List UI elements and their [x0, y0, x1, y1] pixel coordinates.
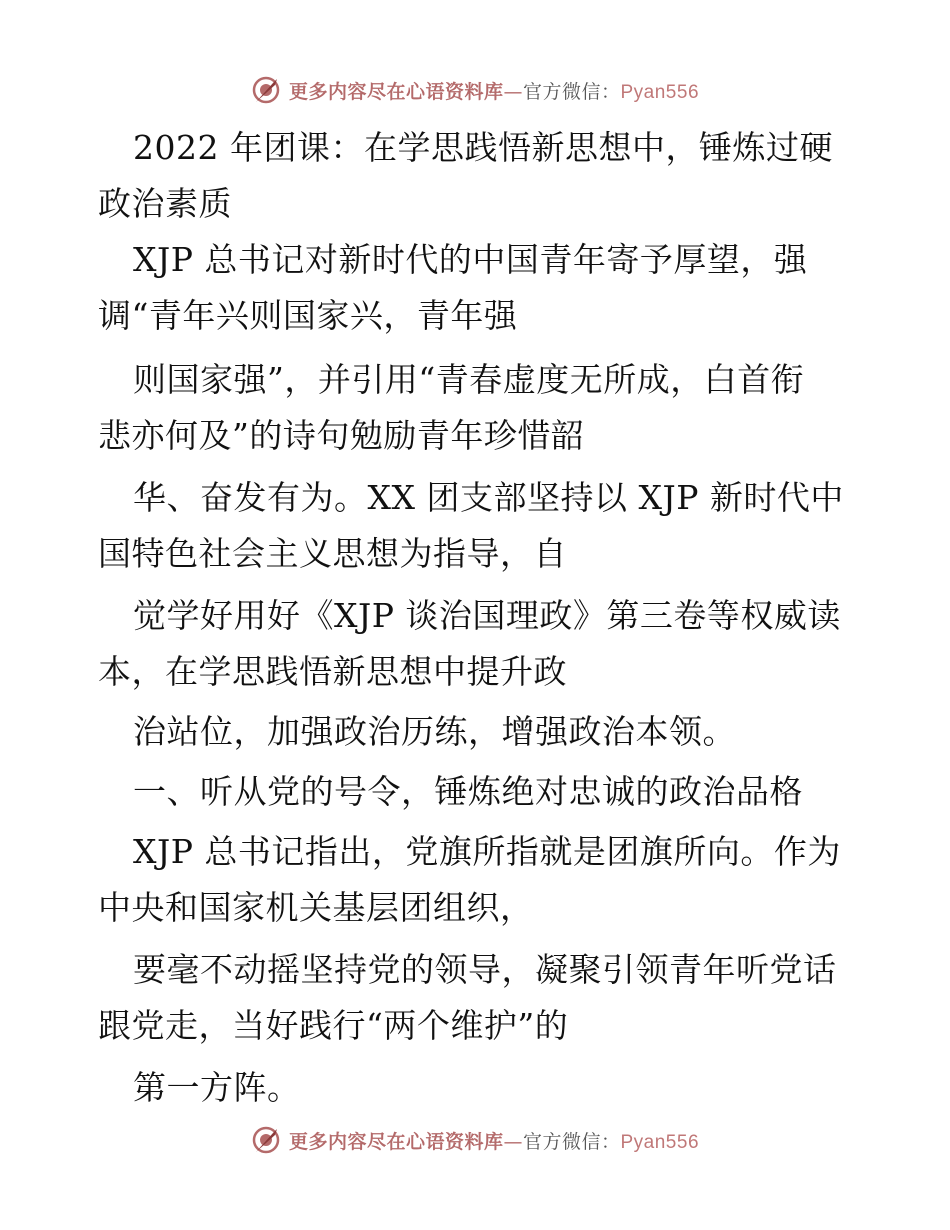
section-heading: 一、听从党的号令，锤炼绝对忠诚的政治品格	[133, 772, 803, 811]
paragraph-line: 华、奋发有为。XX 团支部坚持以 XJP 新时代中	[133, 478, 844, 517]
banner-main-text: 更多内容尽在心语资料库	[288, 80, 504, 103]
quill-seal-icon	[251, 1125, 281, 1155]
banner-text	[289, 77, 699, 104]
paragraph-line: 则国家强”，并引用“青春虚度无所成，白首衔	[133, 360, 805, 399]
paragraph-line: 第一方阵。	[133, 1068, 301, 1107]
banner-wechat-id: Pyan556	[620, 1131, 700, 1153]
banner-text	[289, 1127, 699, 1154]
banner-separator: —	[503, 80, 523, 103]
header-watermark-banner	[0, 70, 950, 110]
title-line-2: 政治素质	[98, 184, 232, 223]
paragraph-line: XJP 总书记对新时代的中国青年寄予厚望，强	[133, 240, 808, 279]
banner-separator: —	[503, 1130, 523, 1153]
paragraph-line: 国特色社会主义思想为指导，自	[98, 534, 567, 573]
paragraph-line: 要毫不动摇坚持党的领导，凝聚引领青年听党话	[133, 950, 837, 989]
paragraph-line: 本，在学思践悟新思想中提升政	[98, 652, 567, 691]
footer-watermark-banner	[0, 1120, 950, 1160]
banner-wechat-label: 官方微信：	[522, 1130, 621, 1153]
paragraph-line: 跟党走，当好践行“两个维护”的	[98, 1006, 569, 1045]
paragraph-line: 觉学好用好《XJP 谈治国理政》第三卷等权威读	[133, 596, 841, 635]
paragraph-line: 中央和国家机关基层团组织，	[98, 888, 534, 927]
banner-wechat-label: 官方微信：	[522, 80, 621, 103]
paragraph-line: 治站位，加强政治历练，增强政治本领。	[133, 712, 736, 751]
paragraph-line: 悲亦何及”的诗句勉励青年珍惜韶	[98, 416, 585, 455]
paragraph-line: XJP 总书记指出，党旗所指就是团旗所向。作为	[133, 832, 841, 871]
paragraph-line: 调“青年兴则国家兴，青年强	[98, 296, 518, 335]
banner-main-text: 更多内容尽在心语资料库	[288, 1130, 504, 1153]
quill-seal-icon	[251, 75, 281, 105]
title-line-1: 2022 年团课：在学思践悟新思想中，锤炼过硬	[133, 128, 833, 167]
banner-wechat-id: Pyan556	[620, 81, 700, 103]
